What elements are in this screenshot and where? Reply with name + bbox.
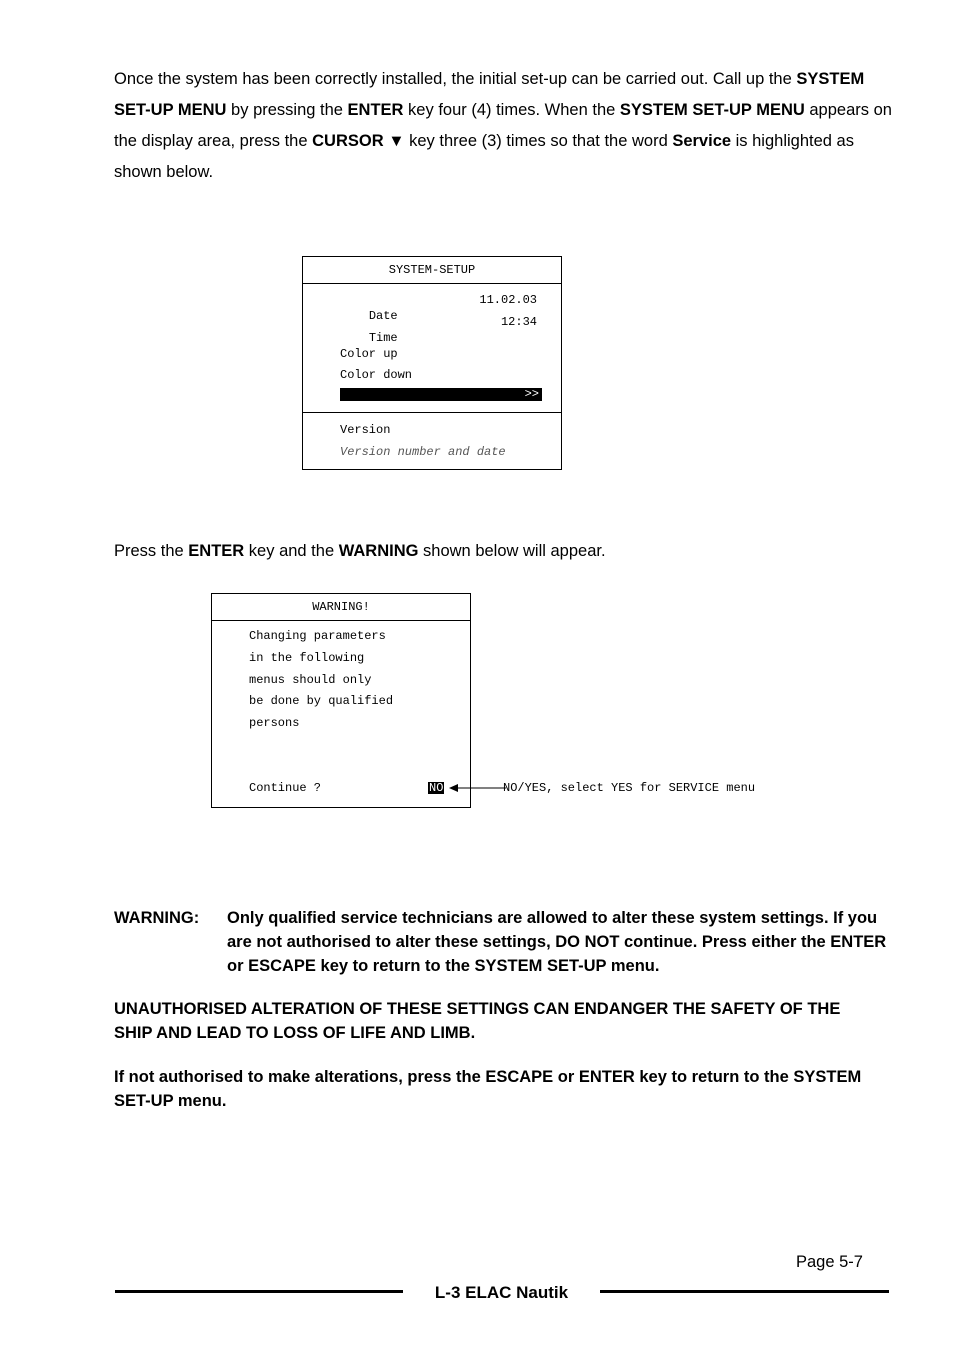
intro-bold: SYSTEM SET-UP MENU: [619, 101, 805, 119]
intro-text: key three (3) times so that the word: [404, 132, 673, 150]
warning-line: be done by qualified: [249, 694, 394, 708]
press-enter-text: [114, 540, 606, 562]
warning-screen: [211, 593, 471, 808]
menu-item-color-down[interactable]: Color down: [340, 368, 413, 382]
press-text: shown below will appear.: [418, 542, 606, 560]
version-label: Version: [340, 423, 391, 437]
warning-line: menus should only: [249, 673, 372, 687]
service-arrow: >>: [524, 387, 539, 401]
page-number: Page 5-7: [796, 1253, 863, 1271]
callout-arrow-icon: [448, 782, 508, 794]
intro-text: is highlighted as shown below.: [114, 132, 854, 181]
intro-text: by pressing the: [226, 101, 348, 119]
service-label: Service: [369, 400, 421, 414]
footer-rule-left: [115, 1290, 403, 1293]
divider: [303, 412, 561, 413]
intro-paragraph: [114, 64, 894, 188]
caution-text: UNAUTHORISED ALTERATION OF THESE SETTINGS CAN ENDANGER THE SAFETY OF THE SHIP AND LEAD TO LOSS OF LIFE AND LIMB.: [114, 1000, 841, 1042]
press-bold: ENTER: [188, 542, 245, 560]
screen-title: SYSTEM-SETUP: [303, 257, 561, 284]
intro-bold: CURSOR ▼: [312, 132, 405, 150]
press-bold: WARNING: [338, 542, 419, 560]
menu-item-service[interactable]: [340, 387, 542, 414]
time-row[interactable]: [340, 314, 537, 345]
footer-rule-right: [600, 1290, 889, 1293]
warning-note-label: WARNING:: [114, 909, 200, 927]
warning-line: in the following: [249, 651, 365, 665]
escape-text: If not authorised to make alterations, press the ESCAPE or ENTER key to return to the SYSTEM SET-UP menu.: [114, 1068, 862, 1110]
intro-text: appears on the display area, press the: [114, 101, 892, 150]
date-label: Date: [368, 309, 398, 323]
press-text: key and the: [244, 542, 339, 560]
system-setup-screen: [302, 256, 562, 470]
time-value: 12:34: [500, 315, 537, 329]
press-text: Press the: [114, 542, 189, 560]
date-value: 11.02.03: [479, 293, 537, 307]
callout-text: NO/YES, select YES for SERVICE menu: [503, 781, 756, 795]
intro-text: key four (4) times. When the: [403, 101, 620, 119]
intro-text: Once the system has been correctly installed, the initial set-up can be carried out. Call up the: [114, 70, 797, 88]
continue-label: Continue ?: [249, 781, 322, 795]
warning-line: Changing parameters: [249, 629, 386, 643]
warning-note-text: Only qualified service technicians are allowed to alter these system settings. If you are not authorised to alter these settings, DO NOT continue. Press either the ENTER or ESCAPE key to return to the SYSTEM SET-UP menu.: [227, 909, 887, 975]
intro-bold: ENTER: [347, 101, 404, 119]
time-label: Time: [368, 331, 398, 345]
menu-item-color-up[interactable]: Color up: [340, 347, 398, 361]
intro-bold: SYSTEM SET-UP MENU: [114, 70, 865, 119]
warning-line: persons: [249, 716, 300, 730]
warning-title: WARNING!: [212, 594, 470, 621]
continue-toggle[interactable]: NO: [429, 781, 444, 795]
footer-brand: L-3 ELAC Nautik: [434, 1283, 569, 1302]
version-note: Version number and date: [340, 445, 506, 459]
intro-bold: Service: [672, 132, 732, 150]
